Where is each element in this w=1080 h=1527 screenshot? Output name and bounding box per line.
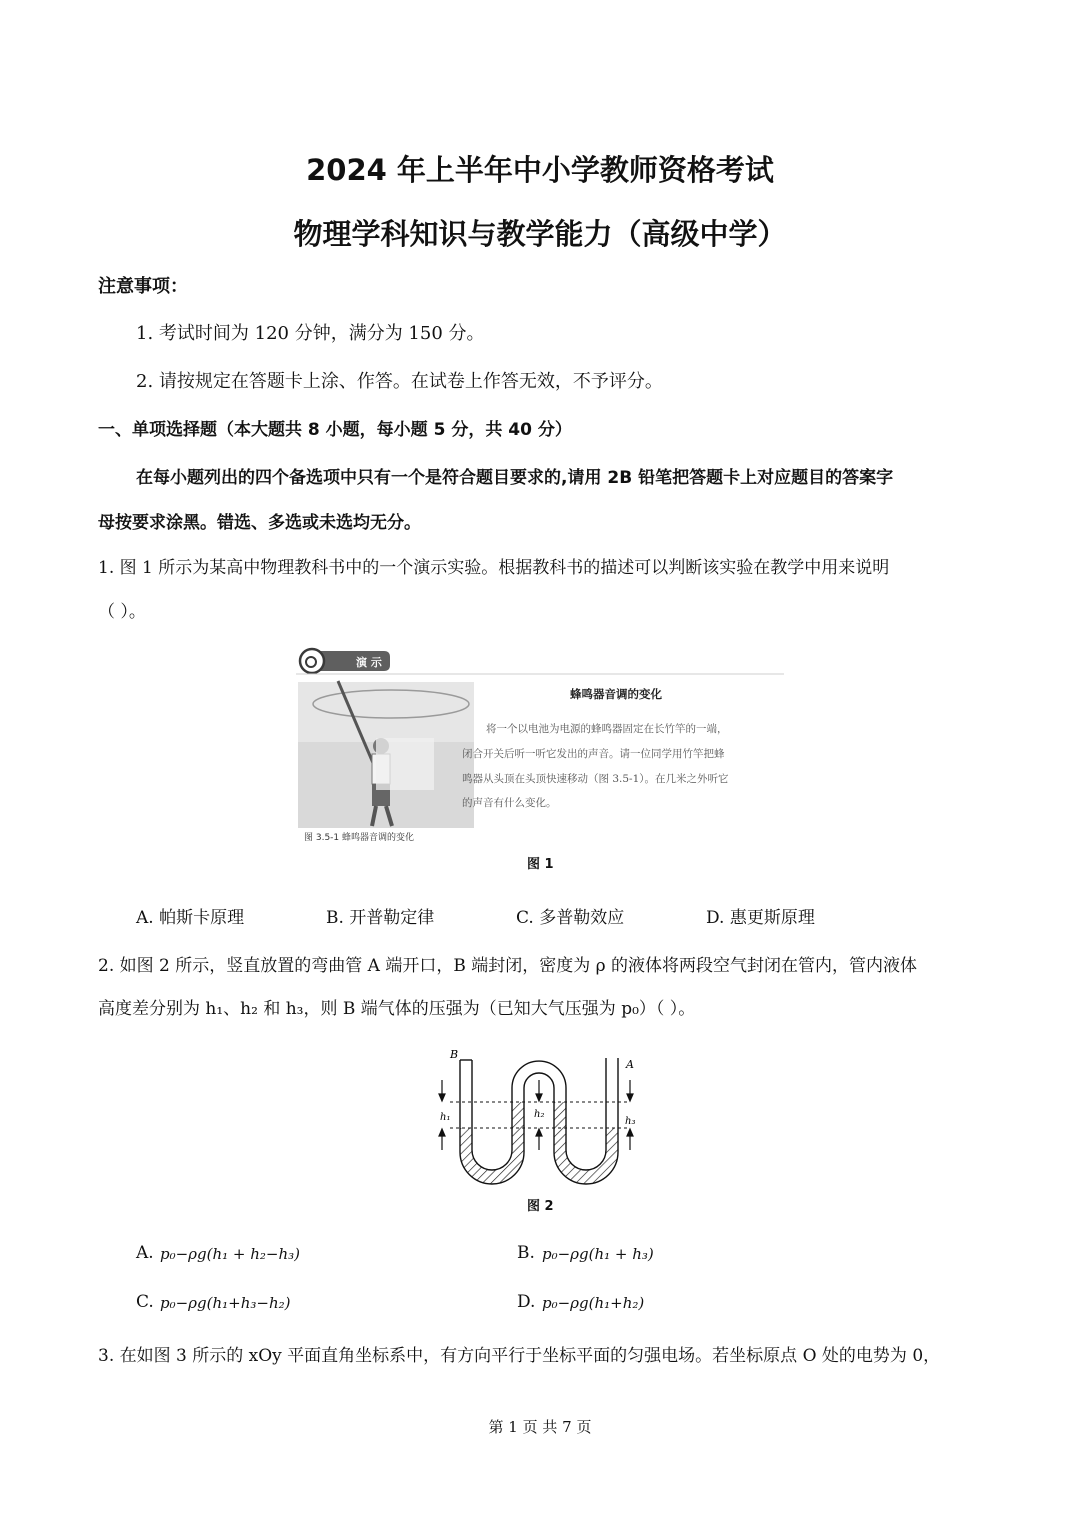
q2-option-c: p₀−ρg(h₁+h₃−h₂) xyxy=(160,1294,291,1312)
notes-item-2: 2. 请按规定在答题卡上涂、作答。在试卷上作答无效，不予评分。 xyxy=(136,371,663,392)
liquid-left xyxy=(460,1102,524,1184)
section-instruction-line-1: 在每小题列出的四个备选项中只有一个是符合题目要求的,请用 2B 铅笔把答题卡上对应题目的答案字 xyxy=(136,468,894,488)
label-h1: h₁ xyxy=(440,1112,451,1123)
q2-option-a-label: A. xyxy=(136,1243,154,1263)
label-b: B xyxy=(450,1048,459,1061)
demo-badge-label: 演 示 xyxy=(356,656,382,669)
question-1-line-2: （ ）。 xyxy=(98,602,146,622)
exam-title: 2024 年上半年中小学教师资格考试 xyxy=(306,153,774,187)
exam-subtitle: 物理学科知识与教学能力（高级中学） xyxy=(293,217,787,251)
q2-option-b: p₀−ρg(h₁ + h₃) xyxy=(542,1245,654,1263)
figure-2 xyxy=(430,1040,650,1190)
notes-item-1: 1. 考试时间为 120 分钟，满分为 150 分。 xyxy=(136,323,485,344)
q2-option-d-label: D. xyxy=(517,1292,536,1312)
q1-option-b: B. 开普勒定律 xyxy=(326,908,435,928)
page-number: 第 1 页 共 7 页 xyxy=(488,1418,592,1436)
figure-2-caption: 图 2 xyxy=(527,1199,554,1214)
notes-heading: 注意事项： xyxy=(98,276,188,297)
question-3-line-1: 3. 在如图 3 所示的 xOy 平面直角坐标系中，有方向平行于坐标平面的匀强电场。若坐标原点 O 处的电势为 0， xyxy=(98,1346,941,1366)
figure-1-graphic xyxy=(296,646,784,852)
question-2-line-2: 高度差分别为 h₁、h₂ 和 h₃，则 B 端气体的压强为（已知大气压强为 p₀）（ ）。 xyxy=(98,999,696,1019)
demo-heading: 蜂鸣器音调的变化 xyxy=(570,687,662,701)
bent-tube xyxy=(460,1058,618,1184)
label-h2: h₂ xyxy=(534,1109,545,1120)
question-1-line-1: 1. 图 1 所示为某高中物理教科书中的一个演示实验。根据教科书的描述可以判断该实验在教学中用来说明 xyxy=(98,558,890,578)
q2-option-d: p₀−ρg(h₁+h₂) xyxy=(542,1294,645,1312)
demo-text-1: 将一个以电池为电源的蜂鸣器固定在长竹竿的一端， xyxy=(486,723,728,735)
liquid-right xyxy=(554,1102,618,1184)
demo-text-3: 鸣器从头顶在头顶快速移动（图 3.5-1）。在几米之外听它 xyxy=(462,773,729,785)
q2-option-a: p₀−ρg(h₁ + h₂−h₃) xyxy=(160,1245,301,1263)
figure-1-caption: 图 1 xyxy=(527,857,554,872)
q2-option-c-label: C. xyxy=(136,1292,154,1312)
section-instruction-line-2: 母按要求涂黑。错选、多选或未选均无分。 xyxy=(98,513,421,533)
section-heading: 一、单项选择题（本大题共 8 小题，每小题 5 分，共 40 分） xyxy=(98,420,572,440)
question-2-line-1: 2. 如图 2 所示，竖直放置的弯曲管 A 端开口，B 端封闭，密度为 ρ 的液体将两段空气封闭在管内，管内液体 xyxy=(98,956,918,976)
photo-caption: 图 3.5-1 蜂鸣器音调的变化 xyxy=(304,833,415,843)
label-a: A xyxy=(626,1058,634,1071)
demo-text-4: 的声音有什么变化。 xyxy=(462,797,557,809)
q2-option-b-label: B. xyxy=(517,1243,535,1263)
figure-1 xyxy=(296,646,784,852)
demo-badge-icon xyxy=(300,649,324,673)
q1-option-c: C. 多普勒效应 xyxy=(516,908,625,928)
q1-option-a: A. 帕斯卡原理 xyxy=(136,908,245,928)
demo-text-2: 闭合开关后听一听它发出的声音。请一位同学用竹竿把蜂 xyxy=(462,748,725,760)
figure-2-graphic xyxy=(430,1040,650,1190)
q1-option-d: D. 惠更斯原理 xyxy=(706,908,815,928)
label-h3: h₃ xyxy=(625,1116,636,1127)
